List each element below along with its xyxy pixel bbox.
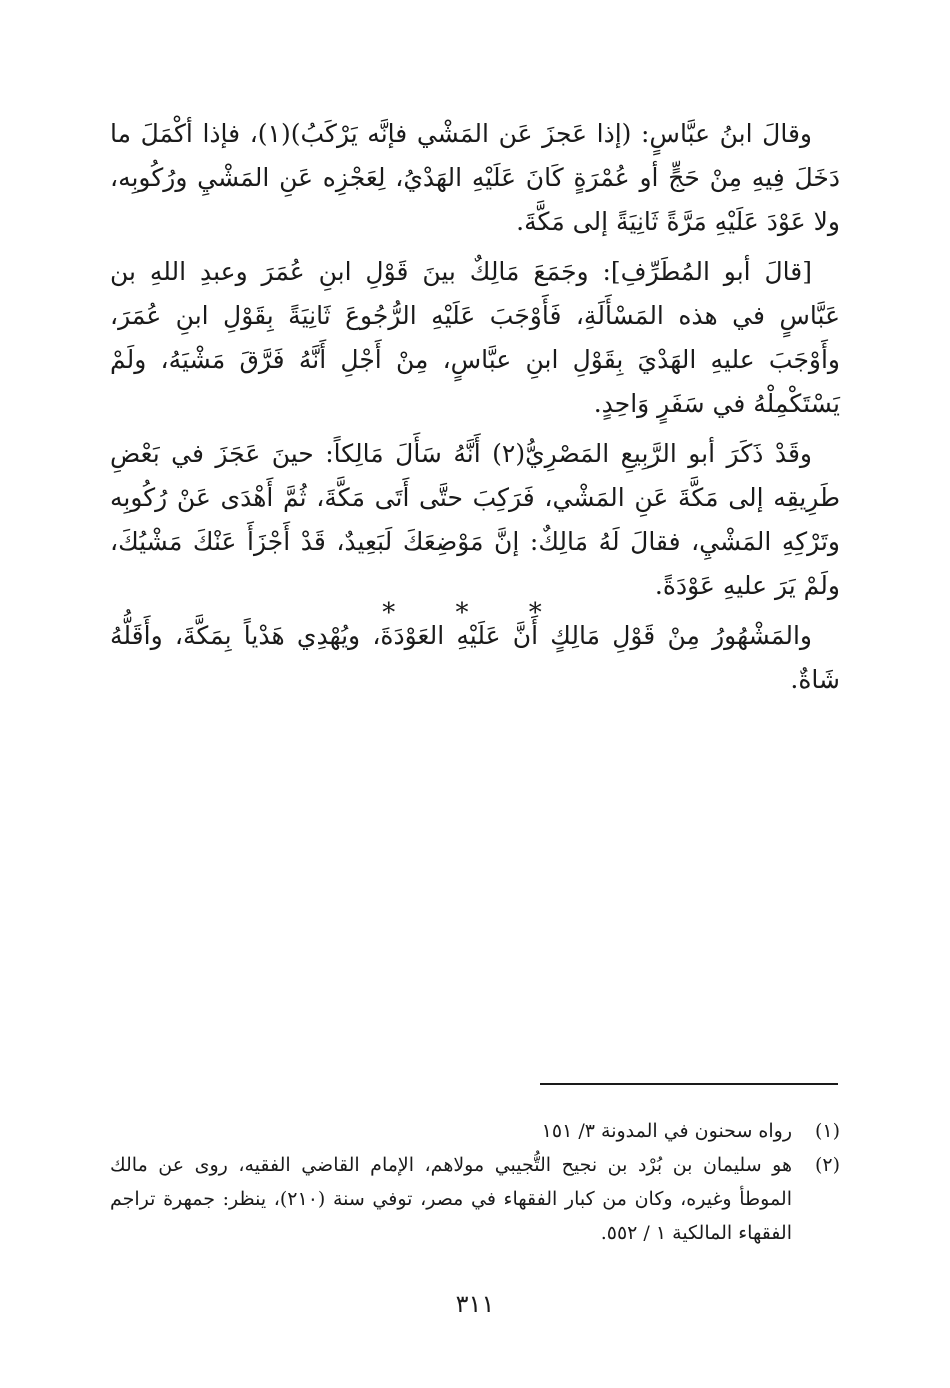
paragraph-abu-al-rabi: وقَدْ ذَكَرَ أبو الرَّبِيعِ المَصْرِيُّ(٢) أَنَّهُ سَأَلَ مَالِكاً: حينَ عَجَزَ في بَعْضِ طَرِيقِه إلى مَكَّةَ عَنِ المَشْي، فَرَكِبَ حتَّى أَتَى مَكَّةَ، ثُمَّ أَهْدَى عَنْ رُكُوبِه وتَرْكِهِ المَشْيِ، فقالَ لَهُ مَالِكٌ: إنَّ مَوْضِعَكَ لَبَعِيدٌ، قَدْ أَجْزَأَ عَنْكَ مَشْيُكَ، ولَمْ يَرَ عليهِ عَوْدَةً. <box>110 439 840 600</box>
footnote-number: (١) <box>814 1120 840 1142</box>
paragraph-mashhur: والمَشْهُورُ مِنْ قَوْلِ مَالِكٍ أَنَّ عَلَيْهِ العَوْدَةَ، ويُهْدِي هَدْياً بِمَكَّةَ، وأَقَلُّهُ شَاةٌ. <box>110 621 840 694</box>
paragraph-abu-al-mutarrif: [قالَ أبو المُطَرِّفِ]: وجَمَعَ مَالِكٌ بينَ قَوْلِ ابنِ عُمَرَ وعبدِ اللهِ بن عَبَّاسٍ في هذه المَسْأَلَةِ، فَأَوْجَبَ عَلَيْهِ الرُّجُوعَ ثَانِيَةً بِقَوْلِ ابنِ عُمَرَ، وأَوْجَبَ عليهِ الهَدْيَ بِقَوْلِ ابنِ عبَّاسٍ، مِنْ أَجْلِ أَنَّهُ فَرَّقَ مَشْيَهُ، ولَمْ يَسْتَكْمِلْهُ في سَفَرٍ وَاحِدٍ. <box>110 257 840 418</box>
page-number: ٣١١ <box>455 1290 495 1318</box>
footnote-2 <box>110 1148 840 1250</box>
footnote-1 <box>110 1114 840 1148</box>
footnote-number: (٢) <box>814 1154 840 1176</box>
footnotes <box>110 1114 840 1250</box>
paragraph-ibn-abbas: وقالَ ابنُ عبَّاسٍ: (إذا عَجزَ عَن المَشْي فإنَّه يَرْكَبُ)(١)، فإذا أكْمَلَ ما دَخَلَ فِيهِ مِنْ حَجٍّ أو عُمْرَةٍ كَانَ عَلَيْهِ الهَدْيُ، لِعَجْزِه عَنِ المَشْيِ ورُكُوبِه، ولا عَوْدَ عَلَيْهِ مَرَّةً ثَانِيَةً إلى مَكَّةَ. <box>110 119 840 236</box>
section-separator: * * * <box>382 598 568 628</box>
footnote-text: رواه سحنون في المدونة ٣/ ١٥١ <box>541 1120 792 1142</box>
footnote-divider <box>540 1083 838 1085</box>
footnote-text: هو سليمان بن بُرْد بن نجيح التُّجيبي مولاهم، الإمام القاضي الفقيه، روى عن مالك الموطأ وغيره، وكان من كبار الفقهاء في مصر، توفي سنة (٢١٠)، ينظر: جمهرة تراجم الفقهاء المالكية ١ / ٥٥٢. <box>110 1154 792 1244</box>
